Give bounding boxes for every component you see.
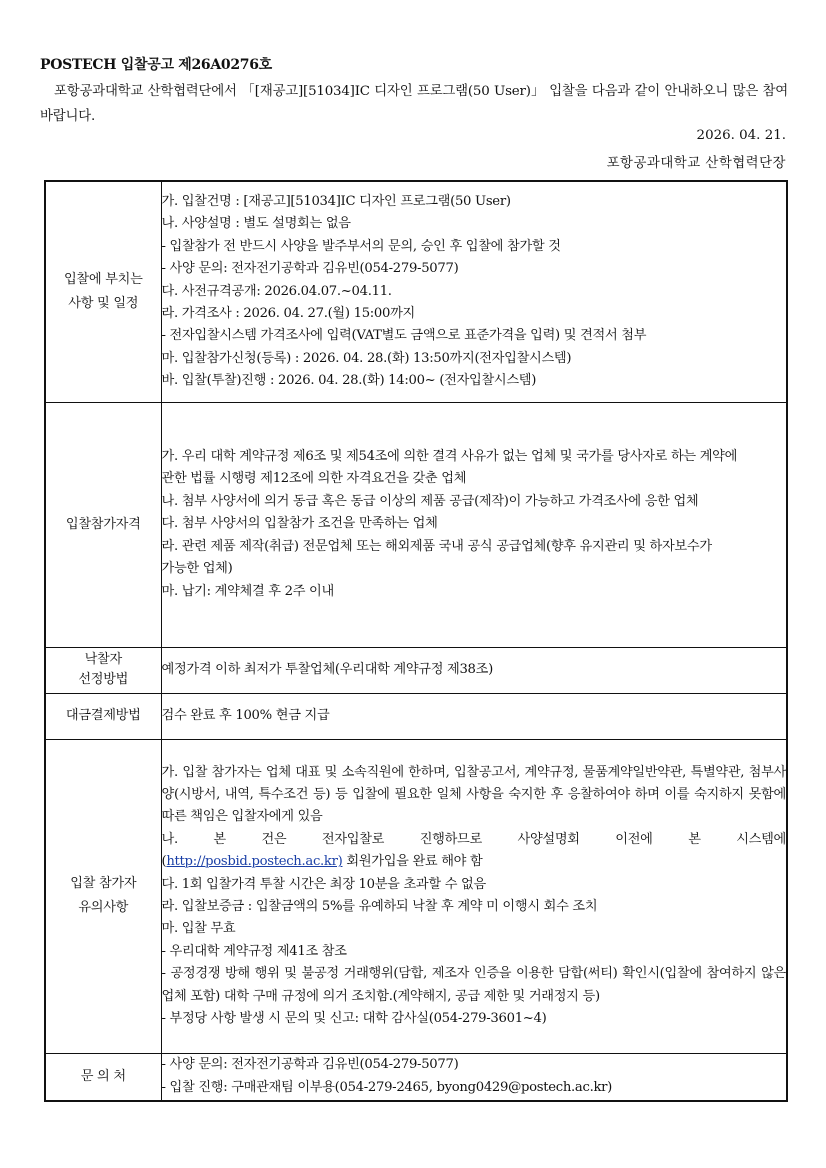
row-label-selection <box>45 647 161 693</box>
row-label-payment <box>45 693 161 739</box>
table-row-payment <box>45 693 787 739</box>
content-line: 라. 입찰보증금 : 입찰금액의 5%를 유예하되 낙찰 후 계약 미 이행시 회수 조치 <box>161 899 598 914</box>
label-line: 사항 및 일정 <box>68 295 139 311</box>
notice-number: POSTECH 입찰공고 제26A0276호 <box>40 57 272 73</box>
content-line: 가. 입찰건명 : [재공고][51034]IC 디자인 프로그램(50 User) <box>161 193 511 209</box>
content-line: 다. 1회 입찰가격 투찰 시간은 최장 10분을 초과할 수 없음 <box>161 876 486 892</box>
content-line <box>162 851 787 873</box>
notice-signer: 포항공과대학교 산학협력단장 <box>606 156 786 171</box>
table-row-contact <box>45 1053 787 1101</box>
row-content-selection <box>161 647 787 693</box>
row-label-notes <box>45 739 161 1053</box>
table-row-qualification <box>45 402 787 647</box>
content-paragraph: - 공정경쟁 방해 행위 및 불공정 거래행위(담합, 제조자 인증을 이용한 담합(써티) 확인시(입찰에 참여하지 않은 업체 포함) 대학 구매 규정에 의거 조치함.(계약해지, 공급 제한 및 거래정지 등) <box>161 966 786 1004</box>
notice-intro <box>40 79 788 129</box>
row-label-schedule <box>45 181 161 402</box>
row-content-contact <box>161 1053 787 1101</box>
content-line: 가능한 업체) <box>161 561 233 577</box>
content-line: 다. 첨부 사양서의 입찰참가 조건을 만족하는 업체 <box>161 516 438 532</box>
content-line: 라. 가격조사 : 2026. 04. 27.(월) 15:00까지 <box>161 305 415 321</box>
table-row-selection <box>45 647 787 693</box>
content-line: 나. 첨부 사양서에 의거 동급 혹은 동급 이상의 제품 공급(제작)이 가능하고 가격조사에 응한 업체 <box>161 493 699 509</box>
label-line: 선정방법 <box>78 672 129 687</box>
content-line: 나. 사양설명 : 별도 설명회는 없음 <box>161 216 351 232</box>
content-line: 관한 법률 시행령 제12조에 의한 자격요건을 갖춘 업체 <box>161 471 467 487</box>
link-prefix: ( <box>161 854 167 870</box>
content-line: 마. 납기: 계약체결 후 2주 이내 <box>161 583 334 599</box>
content-line: - 사양 문의: 전자전기공학과 김유빈(054-279-5077) <box>161 1057 459 1073</box>
content-line: 바. 입찰(투찰)진행 : 2026. 04. 28.(화) 14:00~ (전자입찰시스템) <box>161 373 537 389</box>
label-line: 대금결제방법 <box>65 708 141 723</box>
label-line: 입찰에 부치는 <box>63 271 143 287</box>
label-line: 유의사항 <box>78 900 129 915</box>
content-line: - 입찰 진행: 구매관재팀 이부용(054-279-2465, byong0429@postech.ac.kr) <box>161 1079 612 1095</box>
content-line: 가. 우리 대학 계약규정 제6조 및 제54조에 의한 결격 사유가 없는 업체 및 국가를 당사자로 하는 계약에 <box>161 449 738 465</box>
label-line: 입찰 참가자 <box>70 876 137 891</box>
row-label-qualification <box>45 402 161 647</box>
content-line: 검수 완료 후 100% 현금 지급 <box>161 707 330 723</box>
row-content-qualification <box>161 402 787 647</box>
row-content-payment <box>161 693 787 739</box>
intro-text: 포항공과대학교 산학협력단에서 「[재공고][51034]IC 디자인 프로그램(50 User)」 입찰을 다음과 같이 안내하오니 많은 참여 바랍니다. <box>40 84 788 124</box>
label-line: 문 의 처 <box>80 1068 126 1084</box>
content-line: 마. 입찰 무효 <box>161 921 236 937</box>
content-line: - 우리대학 계약규정 제41조 참조 <box>161 943 347 959</box>
content-line: - 입찰참가 전 반드시 사양을 발주부서의 문의, 승인 후 입찰에 참가할 것 <box>161 238 561 254</box>
content-line: - 전자입찰시스템 가격조사에 입력(VAT별도 금액으로 표준가격을 입력) 및 견적서 첨부 <box>161 328 647 344</box>
bid-info-table <box>44 180 788 1102</box>
table-row-notes <box>45 739 787 1053</box>
content-paragraph: 가. 입찰 참가자는 업체 대표 및 소속직원에 한하며, 입찰공고서, 계약규정, 물품계약일반약관, 특별약관, 첨부사양(시방서, 내역, 특수조건 등) 등 입찰에 필요한 일체 사항을 숙지한 후 응찰하여야 하며 이를 숙지하지 못함에 따른 책임은 입찰자에게 있음 <box>161 764 786 825</box>
label-line: 낙찰자 <box>84 652 122 667</box>
content-line: 예정가격 이하 최저가 투찰업체(우리대학 계약규정 제38조) <box>161 661 493 677</box>
content-line: 라. 관련 제품 제작(취급) 전문업체 또는 해외제품 국내 공식 공급업체(향후 유지관리 및 하자보수가 <box>161 538 712 554</box>
content-line: 나. 본 건은 전자입찰로 진행하므로 사양설명회 이전에 본 시스템에 <box>161 831 786 847</box>
link-suffix: 회원가입을 완료 해야 함 <box>342 854 483 870</box>
content-line: - 사양 문의: 전자전기공학과 김유빈(054-279-5077) <box>161 261 459 277</box>
notice-date: 2026. 04. 21. <box>696 128 786 143</box>
row-content-notes <box>161 739 787 1053</box>
table-row-schedule <box>45 181 787 402</box>
content-line: 마. 입찰참가신청(등록) : 2026. 04. 28.(화) 13:50까지(전자입찰시스템) <box>161 350 572 366</box>
row-label-contact <box>45 1053 161 1101</box>
row-content-schedule <box>161 181 787 402</box>
label-line: 입찰참가자격 <box>65 516 141 532</box>
posbid-link[interactable]: http://posbid.postech.ac.kr) <box>166 854 343 870</box>
content-line: - 부정당 사항 발생 시 문의 및 신고: 대학 감사실(054-279-3601~4) <box>161 1011 547 1027</box>
content-line: 다. 사전규격공개: 2026.04.07.~04.11. <box>161 283 392 299</box>
